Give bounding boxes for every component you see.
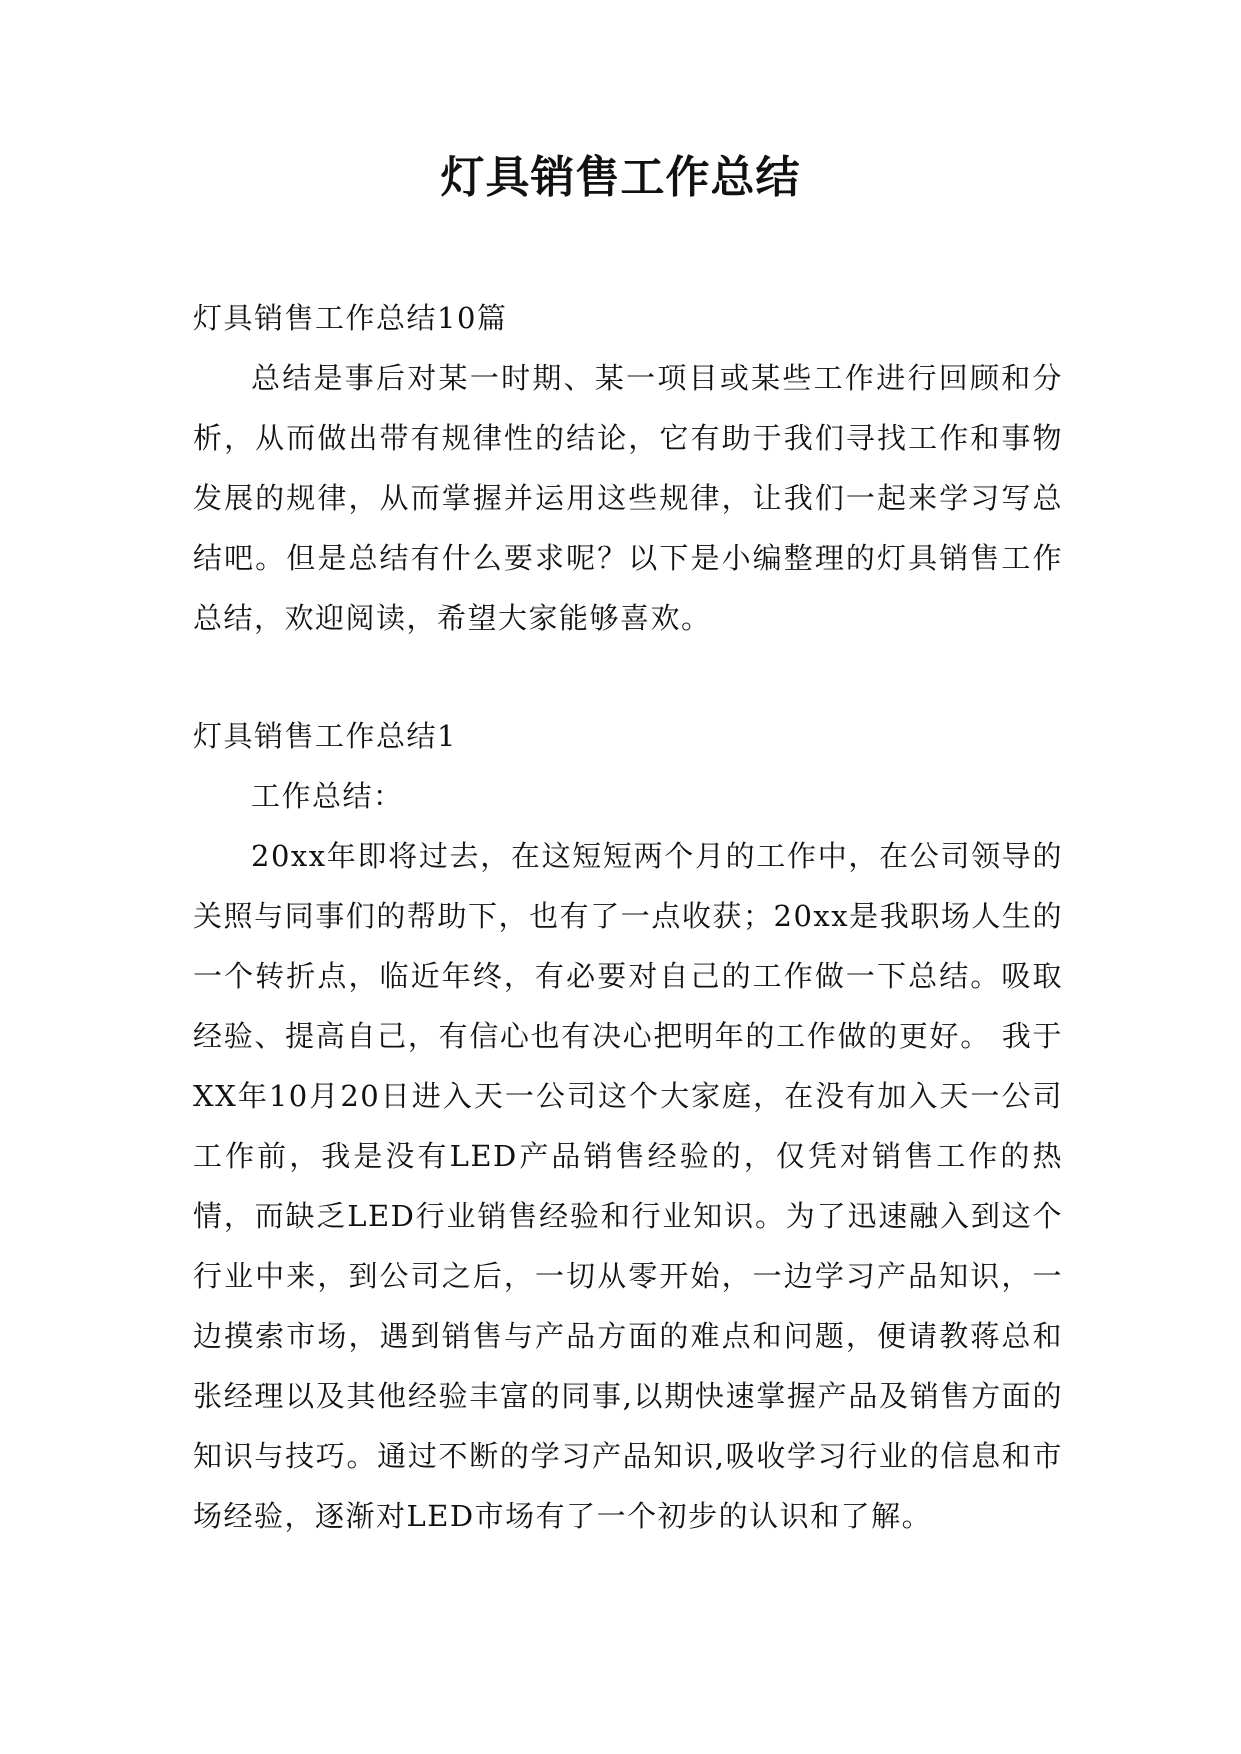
document-body: [193, 288, 1063, 1546]
section-heading: 灯具销售工作总结1: [193, 719, 457, 753]
section-spacer: [193, 648, 1063, 706]
section-body-paragraph: 20xx年即将过去，在这短短两个月的工作中，在公司领导的关照与同事们的帮助下，也有了一点收获；20xx是我职场人生的一个转折点，临近年终，有必要对自己的工作做一下总结。吸取经验、提高自己，有信心也有决心把明年的工作做的更好。 我于XX年10月20日进入天一公司这个大家庭，在没有加入天一公司工作前，我是没有LED产品销售经验的，仅凭对销售工作的热情，而缺乏LED行业销售经验和行业知识。为了迅速融入到这个行业中来，到公司之后，一切从零开始，一边学习产品知识，一边摸索市场，遇到销售与产品方面的难点和问题，便请教蒋总和张经理以及其他经验丰富的同事,以期快速掌握产品及销售方面的知识与技巧。通过不断的学习产品知识,吸收学习行业的信息和市场经验，逐渐对LED市场有了一个初步的认识和了解。: [193, 839, 1063, 1533]
document-title: 灯具销售工作总结: [440, 152, 801, 203]
document-subtitle: 灯具销售工作总结10篇: [193, 301, 508, 335]
intro-paragraph: 总结是事后对某一时期、某一项目或某些工作进行回顾和分析，从而做出带有规律性的结论，它有助于我们寻找工作和事物发展的规律，从而掌握并运用这些规律，让我们一起来学习写总结吧。但是总结有什么要求呢？以下是小编整理的灯具销售工作总结，欢迎阅读，希望大家能够喜欢。: [193, 361, 1063, 635]
section-label: 工作总结：: [251, 779, 404, 813]
